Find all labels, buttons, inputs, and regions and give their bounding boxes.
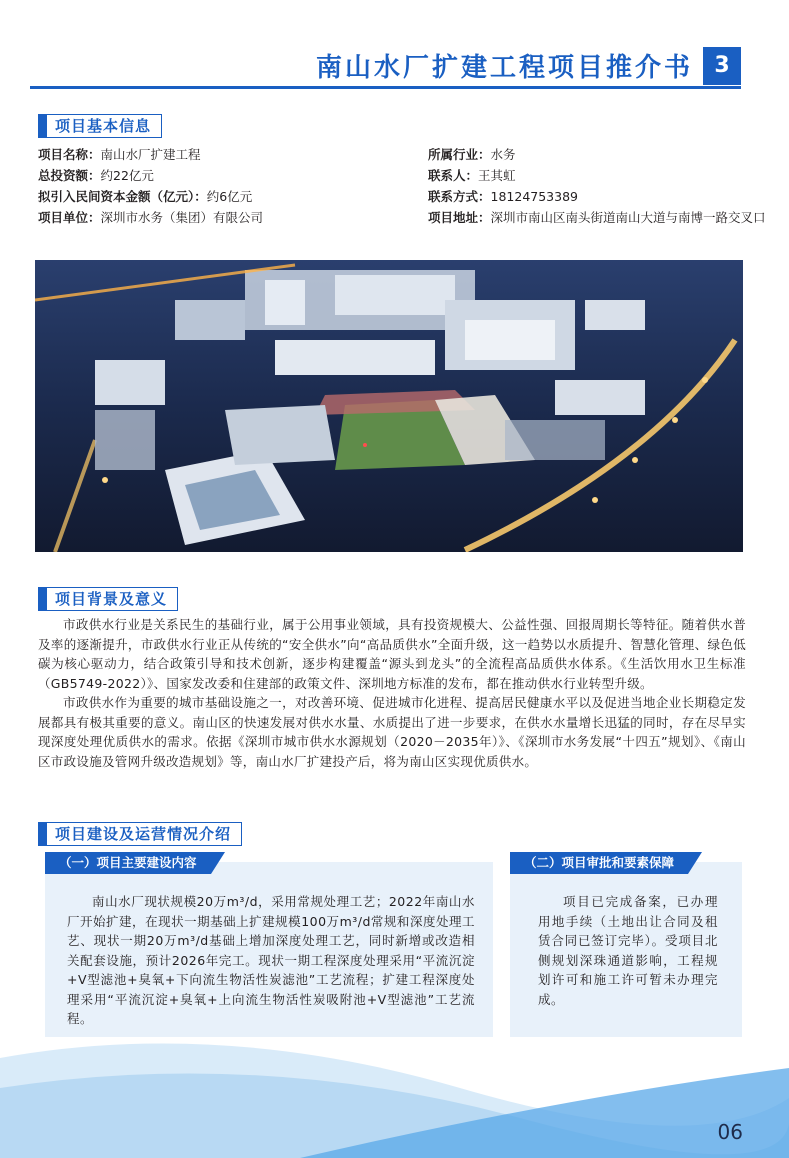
card-construction-text: 南山水厂现状规模20万m³/d，采用常规处理工艺；2022年南山水厂开始扩建，在现状一期基础上扩建规模100万m³/d常规和深度处理工艺、现状一期20万m³/d基础上增加深度处理工艺，同时新增或改造相关配套设施，预计2026年完工。现状一期工程深度处理采用“平流沉淀+V型滤池+臭氧+下向流生物活性炭滤池”工艺流程；扩建工程深度处理采用“平流沉淀+臭氧+上向流生物活性炭吸附池+V型滤池”工艺流程。 xyxy=(67,894,475,1026)
section-title: 项目基本信息 xyxy=(55,117,152,135)
section-heading-basic-info xyxy=(38,114,162,138)
section-heading-background xyxy=(38,587,178,611)
page-number: 06 xyxy=(717,1120,743,1144)
info-address: 项目地址：深圳市南山区南头街道南山大道与南博一路交叉口 xyxy=(428,210,766,225)
section-title: 项目背景及意义 xyxy=(55,590,168,608)
background-paragraph-2: 市政供水作为重要的城市基础设施之一，对改善环境、促进城市化进程、提高居民健康水平以及促进当地企业长期稳定发展都具有极其重要的意义。南山区的快速发展对供水水量、水质提出了进一步要求，在供水水量增长迅猛的同时，存在尽早实现深度处理优质供水的需求。依据《深圳市城市供水水源规划（2020－2035年）》、《深圳市水务发展“十四五”规划》、《南山区市政设施及管网升级改造规划》等，南山水厂扩建投产后，将为南山区实现优质供水。 xyxy=(38,695,746,769)
background-paragraph-1: 市政供水行业是关系民生的基础行业，属于公用事业领域，具有投资规模大、公益性强、回报周期长等特征。随着供水普及率的逐渐提升，市政供水行业正从传统的“安全供水”向“高品质供水”全面升级，这一趋势以水质提升、智慧化管理、绿色低碳为核心驱动力，结合政策引导和技术创新，逐步构建覆盖“源头到龙头”的全流程高品质供水体系。《生活饮用水卫生标准（GB5749-2022）》、国家发改委和住建部的政策文件、深圳地方标准的发布，都在推动供水行业转型升级。 xyxy=(38,617,746,691)
info-phone: 联系方式：18124753389 xyxy=(428,189,578,204)
card-approval xyxy=(510,855,742,1037)
section-marker xyxy=(39,588,47,610)
info-project-unit: 项目单位：深圳市水务（集团）有限公司 xyxy=(38,210,264,225)
section-marker xyxy=(39,115,47,137)
section-title: 项目建设及运营情况介绍 xyxy=(55,825,232,843)
basic-info-right xyxy=(428,144,766,228)
info-industry: 所属行业：水务 xyxy=(428,147,516,162)
info-total-investment: 总投资额：约22亿元 xyxy=(38,168,154,183)
section-heading-construction xyxy=(38,822,242,846)
card-approval-text: 项目已完成备案，已办理用地手续（土地出让合同及租赁合同已签订完毕）。受项目北侧规划深珠通道影响，工程规划许可和施工许可暂未办理完成。 xyxy=(538,894,718,1007)
card-tab-label: （二）项目审批和要素保障 xyxy=(510,852,688,874)
page-title: 南山水厂扩建工程项目推介书 xyxy=(315,53,693,83)
card-tab-label: （一）项目主要建设内容 xyxy=(45,852,211,874)
info-contact: 联系人：王其虹 xyxy=(428,168,516,183)
background-text xyxy=(38,615,746,771)
water-plant-aerial-photo xyxy=(35,260,743,552)
footer-wave-decoration xyxy=(0,1028,789,1158)
card-construction-content xyxy=(45,855,493,1037)
header-underline xyxy=(30,86,741,89)
basic-info-left xyxy=(38,144,263,228)
section-marker xyxy=(39,823,47,845)
chapter-number-badge: 3 xyxy=(703,47,741,85)
page-header xyxy=(0,45,789,89)
info-project-name: 项目名称：南山水厂扩建工程 xyxy=(38,147,201,162)
info-private-capital: 拟引入民间资本金额（亿元）：约6亿元 xyxy=(38,189,253,204)
aerial-illustration xyxy=(35,260,743,552)
